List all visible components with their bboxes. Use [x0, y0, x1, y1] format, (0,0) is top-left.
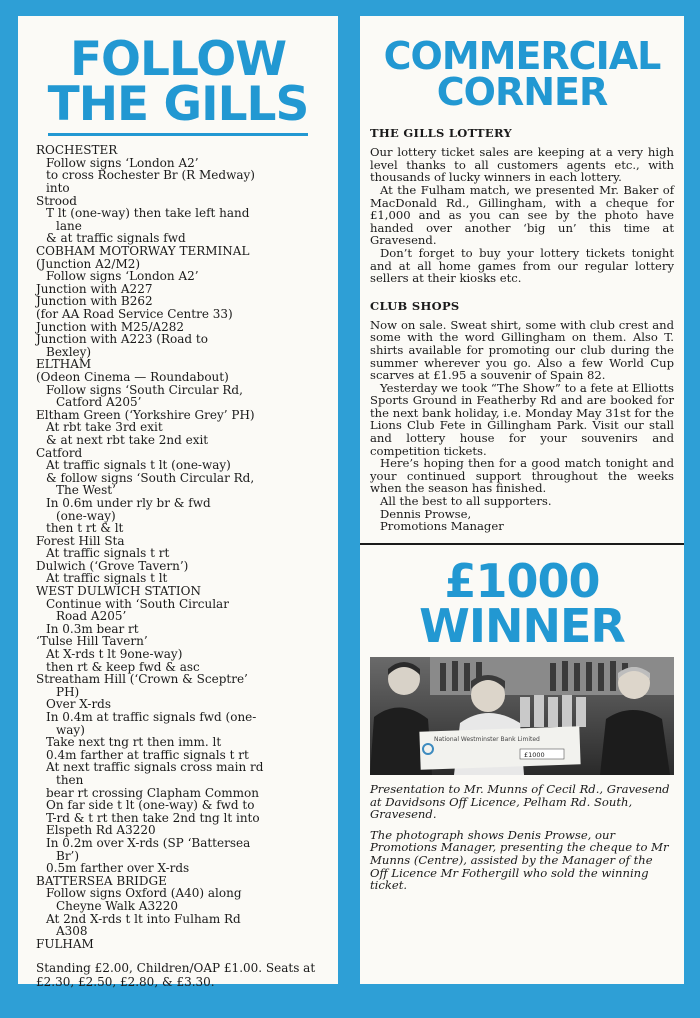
- route-step: Catford A205’: [56, 395, 142, 410]
- route-step: Elspeth Rd A3220: [46, 823, 156, 838]
- route-step: Eltham Green (‘Yorkshire Grey’ PH): [36, 407, 255, 422]
- route-step: On far side t lt (one-way) & fwd to: [46, 798, 255, 813]
- shops-paragraph: Yesterday we took “The Show” to a fete at Elliotts Sports Ground in Featherby Rd and are booked for the next bank holiday, i.e. Monday May 31st for the Lions Club Fete in Gillingham Park. Visit our stall and lottery house for your souvenirs and competition tickets.: [370, 380, 674, 458]
- admission-prices: Standing £2.00, Children/OAP £1.00. Seats at £2.30, £2.50, £2.80, & £3.30.: [36, 961, 316, 989]
- route-step: way): [56, 722, 85, 737]
- route-step: Strood: [36, 193, 77, 208]
- route-step: (Odeon Cinema — Roundabout): [36, 369, 229, 384]
- cheque-amount: £1000: [524, 750, 545, 759]
- follow-the-gills-panel: [18, 16, 338, 989]
- route-step: & follow signs ‘South Circular Rd,: [46, 470, 255, 485]
- route-step: then t rt & lt: [46, 521, 124, 536]
- route-step: The West’: [56, 483, 116, 498]
- follow-the-gills-headline: [36, 16, 320, 132]
- route-step: Follow signs ‘South Circular Rd,: [46, 382, 243, 397]
- shops-paragraph: Here’s hoping then for a good match tonight and your continued support throughout the weeks when the season has finished.: [370, 456, 674, 496]
- route-step: Follow signs ‘London A2’: [46, 155, 199, 170]
- route-step: Follow signs Oxford (A40) along: [46, 886, 242, 901]
- route-step: T-rd & t rt then take 2nd tng lt into: [46, 810, 260, 825]
- club-shops-title: CLUB SHOPS: [370, 298, 460, 313]
- route-step: FULHAM: [36, 936, 94, 951]
- route-step: Forest Hill Sta: [36, 533, 125, 548]
- route-step: At next traffic signals cross main rd: [46, 760, 264, 775]
- route-step: to cross Rochester Br (R Medway): [46, 168, 255, 183]
- route-step: Catford: [36, 445, 83, 460]
- route-step: In 0.2m over X-rds (SP ‘Battersea: [46, 835, 251, 850]
- route-step: At 2nd X-rds t lt into Fulham Rd: [46, 911, 241, 926]
- cheque-bank-name: National Westminster Bank Limited: [434, 735, 540, 743]
- route-step: & at traffic signals fwd: [46, 231, 186, 246]
- route-step: lane: [56, 218, 82, 233]
- route-step: A308: [56, 924, 88, 939]
- route-directions: [36, 144, 320, 950]
- route-step: Junction with A223 (Road to: [36, 332, 208, 347]
- route-step: ROCHESTER: [36, 143, 118, 158]
- route-step: ‘Tulse Hill Tavern’: [36, 634, 148, 649]
- presentation-photo: [370, 657, 674, 775]
- lottery-title: THE GILLS LOTTERY: [370, 126, 512, 141]
- signoff: All the best to all supporters.: [380, 494, 552, 509]
- route-step: Continue with ‘South Circular: [46, 596, 229, 611]
- route-step: Road A205’: [56, 609, 127, 624]
- winner-line-1: £1000: [444, 553, 600, 608]
- photo-description: The photograph shows Denis Prowse, our Promotions Manager, presenting the cheque to Mr Munns (Centre), assisted by the Manager of the Off Licence Mr Fothergill who sold the winning ticket.: [370, 827, 669, 893]
- route-step: ELTHAM: [36, 357, 92, 372]
- winner-line-2: WINNER: [419, 598, 625, 653]
- route-step: Streatham Hill (‘Crown & Sceptre’: [36, 672, 248, 687]
- commercial-corner-panel: [360, 16, 684, 984]
- headline-line-2: CORNER: [436, 70, 608, 115]
- route-step: WEST DULWICH STATION: [36, 584, 201, 599]
- route-step: (one-way): [56, 508, 116, 523]
- route-step: At traffic signals t lt: [46, 571, 168, 586]
- route-step: Follow signs ‘London A2’: [46, 269, 199, 284]
- route-step: Take next tng rt then imm. lt: [46, 735, 222, 750]
- lottery-section: [370, 126, 674, 285]
- commercial-corner-headline: [370, 16, 674, 115]
- route-step: then: [56, 772, 84, 787]
- route-step: & at next rbt take 2nd exit: [46, 432, 209, 447]
- photo-caption: Presentation to Mr. Munns of Cecil Rd., Gravesend at Davidsons Off Licence, Pelham Rd. South, Gravesend.: [370, 781, 670, 822]
- route-step: In 0.3m bear rt: [46, 621, 139, 636]
- route-step: Bexley): [46, 344, 92, 359]
- route-step: (for AA Road Service Centre 33): [36, 307, 233, 321]
- route-step: Junction with M25/A282: [36, 319, 185, 334]
- lottery-paragraph: At the Fulham match, we presented Mr. Baker of MacDonald Rd., Gillingham, with a cheque for £1,000 and as you can see by the photo have handed over another ‘big un’ this time at Gravesend.: [370, 182, 674, 248]
- route-step: (Junction A2/M2): [36, 256, 141, 271]
- route-step: 0.5m farther over X-rds: [46, 861, 190, 876]
- route-step: bear rt crossing Clapham Common: [46, 785, 259, 800]
- route-step: In 0.4m at traffic signals fwd (one-: [46, 710, 257, 724]
- route-step: In 0.6m under rly br & fwd: [46, 495, 211, 510]
- presentation-photo-illustration: [370, 657, 674, 775]
- winner-headline: [370, 545, 674, 653]
- headline-rule: [48, 133, 308, 136]
- route-step: Br’): [56, 848, 80, 863]
- route-step: Cheyne Walk A3220: [56, 898, 179, 913]
- route-step: At X-rds t lt 9one-way): [46, 647, 183, 662]
- route-step: Over X-rds: [46, 697, 112, 712]
- route-step: Dulwich (‘Grove Tavern’): [36, 558, 189, 573]
- route-step: T lt (one-way) then take left hand: [46, 206, 250, 221]
- headline-line-1: FOLLOW: [69, 32, 287, 87]
- signoff-name: Dennis Prowse,: [380, 506, 472, 521]
- headline-line-2: THE GILLS: [47, 76, 309, 132]
- route-step: Junction with B262: [36, 294, 153, 309]
- club-shops-section: [370, 299, 674, 533]
- route-step: Junction with A227: [36, 281, 153, 296]
- route-step: PH): [56, 684, 80, 699]
- route-step: At traffic signals t rt: [46, 546, 170, 561]
- route-step: COBHAM MOTORWAY TERMINAL: [36, 244, 250, 259]
- signoff-role: Promotions Manager: [380, 519, 504, 534]
- route-step: into: [46, 181, 70, 196]
- shops-paragraph: Now on sale. Sweat shirt, some with club crest and some with the word Gillingham on them. Also T. shirts available for promoting our club during the summer wherever you go. Also a few World Cup scarves at £1.95 a souvenir of Spain 82.: [370, 317, 674, 383]
- route-step: At rbt take 3rd exit: [46, 420, 163, 435]
- headline-line-1: COMMERCIAL: [383, 34, 661, 78]
- lottery-paragraph: Don’t forget to buy your lottery tickets tonight and at all home games from our regular lottery sellers at their kiosks etc.: [370, 245, 674, 286]
- route-step: BATTERSEA BRIDGE: [36, 873, 167, 888]
- route-step: 0.4m farther at traffic signals t rt: [46, 747, 249, 762]
- lottery-paragraph: Our lottery ticket sales are keeping at a very high level thanks to all customers agents etc., with thousands of lucky winners in each lottery.: [370, 145, 674, 185]
- route-step: then rt & keep fwd & asc: [46, 659, 200, 674]
- route-step: At traffic signals t lt (one-way): [46, 458, 231, 473]
